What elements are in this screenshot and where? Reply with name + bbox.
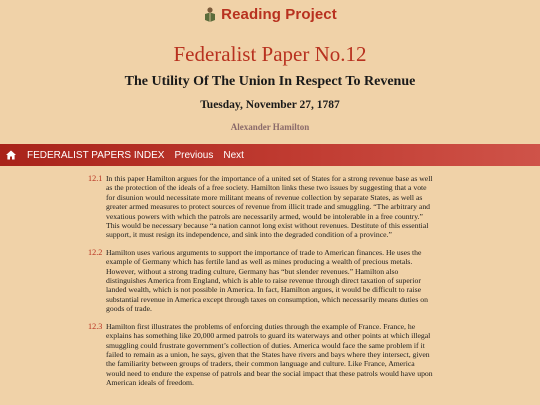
navigation-bar — [0, 144, 540, 166]
next-link[interactable]: Next — [223, 149, 244, 161]
paragraph — [88, 322, 434, 388]
paragraph-text: In this paper Hamilton argues for the importance of a united set of States for a strong revenue base as well as the protection of the ideals of a free society. Hamilton links these two issues by suggesting that a vote for disunion would necessitate more militant means of revenue collection by separate States, as well as greater armed measures to protect sources of revenue from illicit trade and smuggling. “The arbitrary and vexatious powers with which the patrols are necessarily armed, would be intolerable in a free country.” This would be necessary because “a nation cannot long exist without revenues. Destitute of this essential support, it must resign its independence, and sink into the degraded condition of a province.” — [106, 174, 433, 240]
paragraph — [88, 174, 434, 240]
paragraph-text: Hamilton uses various arguments to support the importance of trade to American finances. He uses the example of Germany which has fertile land as well as mines producing a wealth of precious metals. However, without a strong trading culture, Germany has “but slender revenues.” Hamilton also distinguishes America from England, which is able to raise revenue through direct taxation of superior landed wealth, which is not possible in America. In fact, Hamilton argues, it would be difficult to raise substantial revenue in America except through taxes on consumption, which necessarily means duties on goods of trade. — [106, 247, 428, 314]
previous-link[interactable]: Previous — [174, 149, 214, 161]
paragraph-number: 12.1 — [88, 174, 103, 183]
home-icon[interactable] — [5, 149, 17, 161]
publication-date: Tuesday, November 27, 1787 — [200, 99, 340, 111]
paragraph-number: 12.2 — [88, 247, 103, 257]
reading-project-logo-icon — [203, 7, 217, 23]
page-title: Federalist Paper No.12 — [173, 42, 367, 66]
author-name: Alexander Hamilton — [230, 122, 310, 132]
logo-text: Reading Project — [221, 6, 337, 23]
paragraph — [88, 248, 434, 314]
page-subtitle: The Utility Of The Union In Respect To Revenue — [124, 74, 416, 89]
federalist-papers-index-link[interactable]: FEDERALIST PAPERS INDEX — [27, 149, 165, 161]
site-logo[interactable] — [0, 6, 540, 23]
paper-content — [88, 174, 434, 396]
paragraph-number: 12.3 — [88, 321, 103, 331]
paragraph-text: Hamilton first illustrates the problems of enforcing duties through the example of France. France, he explains has something like 20,000 armed patrols to guard its waterways and other points at which illegal smuggling could frustrate government’s collection of duties. America would face the same problem if it failed to remain as a union, he says, given that the States have rivers and bays where they intersect, given the familiarity between groups of traders, their common language and culture. Like France, America would need to endure the expense of patrols and bear the social impact that these patrols would have upon American ideals of freedom. — [106, 321, 433, 388]
